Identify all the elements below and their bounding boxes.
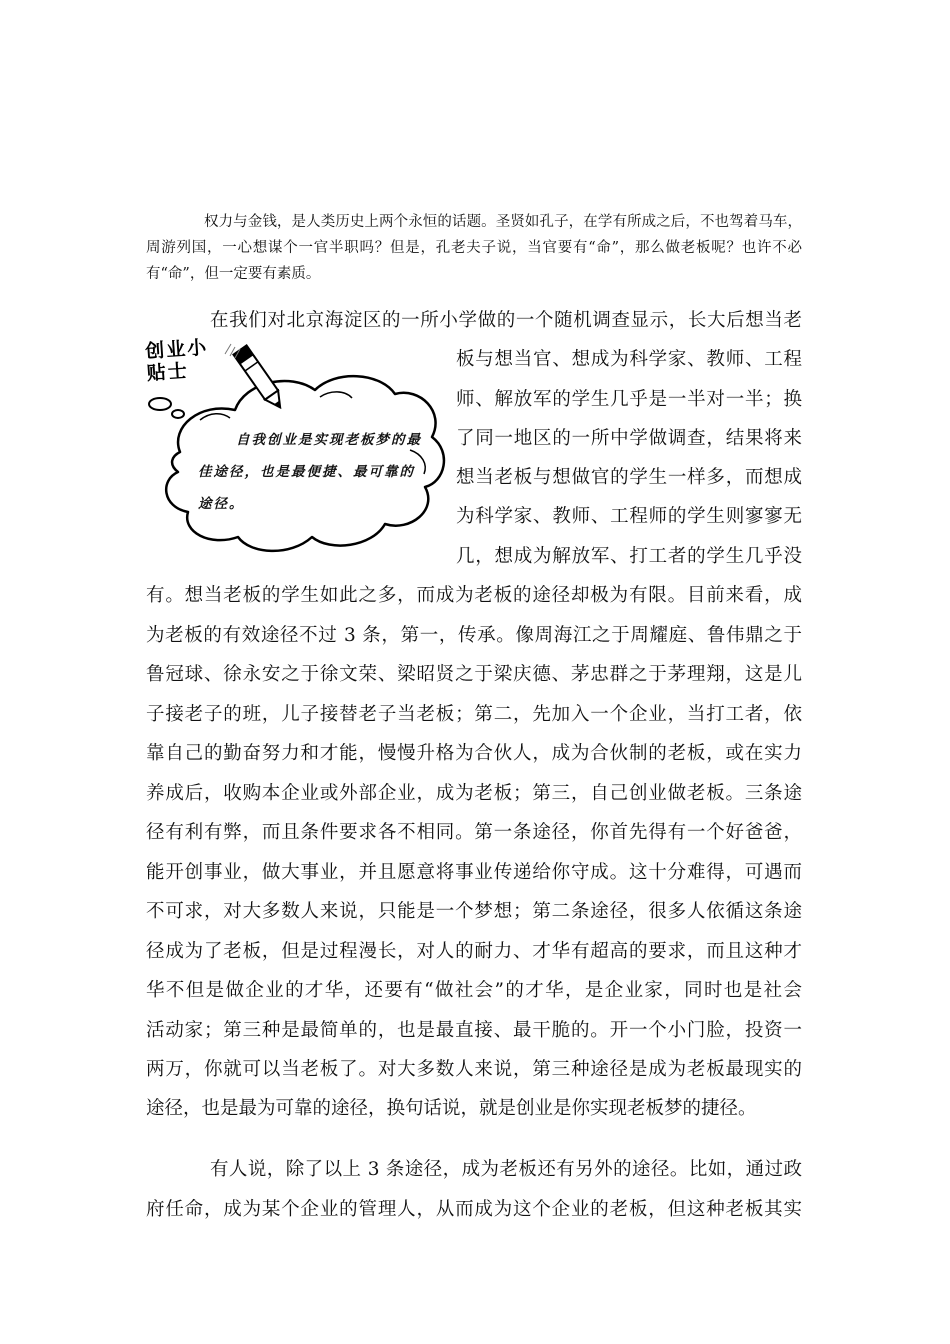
body-line: 径有利有弊，而且条件要求各不相同。第一条途径，你首先得有一个好爸爸， bbox=[146, 822, 802, 843]
body-line: 为老板的有效途径不过 3 条，第一，传承。像周海江之于周耀庭、鲁伟鼎之于 bbox=[146, 625, 802, 646]
body-line: 在我们对北京海淀区的一所小学做的一个随机调查显示，长大后想当老 bbox=[210, 310, 802, 331]
intro-paragraph: 权力与金钱，是人类历史上两个永恒的话题。圣贤如孔子，在学有所成之后，不也驾着马车，周游列国，一心想谋个一官半职吗？但是，孔老夫子说，当官要有“命”，那么做老板呢？也许不必有“命”，但一定要有素质。 bbox=[146, 214, 802, 282]
body-line: 板与想当官、想成为科学家、教师、工程 bbox=[456, 349, 802, 370]
body-line: 能开创事业，做大事业，并且愿意将事业传递给你守成。这十分难得，可遇而 bbox=[146, 862, 802, 883]
body-line: 两万，你就可以当老板了。对大多数人来说，第三种途径是成为老板最现实的 bbox=[146, 1059, 802, 1080]
body-line: 为科学家、教师、工程师的学生则寥寥无 bbox=[456, 506, 802, 527]
body-line: 鲁冠球、徐永安之于徐文荣、梁昭贤之于梁庆德、茅忠群之于茅理翔，这是儿 bbox=[146, 664, 802, 685]
body-line: 有人说，除了以上 3 条途径，成为老板还有另外的途径。比如，通过政 bbox=[210, 1159, 802, 1180]
tip-title: 创业小贴士 bbox=[144, 336, 209, 385]
body-line: 途径，也是最为可靠的途径，换句话说，就是创业是你实现老板梦的捷径。 bbox=[146, 1098, 757, 1119]
body-line: 子接老子的班，儿子接替老子当老板；第二，先加入一个企业，当打工者，依 bbox=[146, 704, 802, 725]
body-line: 活动家；第三种是最简单的，也是最直接、最干脆的。开一个小门脸，投资一 bbox=[146, 1020, 802, 1041]
body-line: 师、解放军的学生几乎是一半对一半；换 bbox=[456, 389, 802, 410]
body-line: 了同一地区的一所中学做调查，结果将来 bbox=[456, 428, 802, 449]
body-line: 不可求，对大多数人来说，只能是一个梦想；第二条途径，很多人依循这条途 bbox=[146, 901, 802, 922]
tip-box bbox=[140, 332, 450, 562]
body-line: 府任命，成为某个企业的管理人，从而成为这个企业的老板，但这种老板其实 bbox=[146, 1199, 802, 1220]
body-line: 养成后，收购本企业或外部企业，成为老板；第三，自己创业做老板。三条途 bbox=[146, 783, 802, 804]
body-line: 靠自己的勤奋努力和才能，慢慢升格为合伙人，成为合伙制的老板，或在实力 bbox=[146, 743, 802, 764]
body-line: 几，想成为解放军、打工者的学生几乎没 bbox=[456, 546, 802, 567]
body-line: 有。想当老板的学生如此之多，而成为老板的途径却极为有限。目前来看，成 bbox=[146, 585, 802, 606]
tip-text: 自我创业是实现老板梦的最佳途径，也是最便捷、最可靠的途径。 bbox=[198, 432, 422, 512]
body-line: 华不但是做企业的才华，还要有“做社会”的才华，是企业家，同时也是社会 bbox=[146, 980, 802, 1001]
body-line: 径成为了老板，但是过程漫长，对人的耐力、才华有超高的要求，而且这种才 bbox=[146, 941, 802, 962]
body-line: 想当老板与想做官的学生一样多，而想成 bbox=[456, 467, 802, 488]
